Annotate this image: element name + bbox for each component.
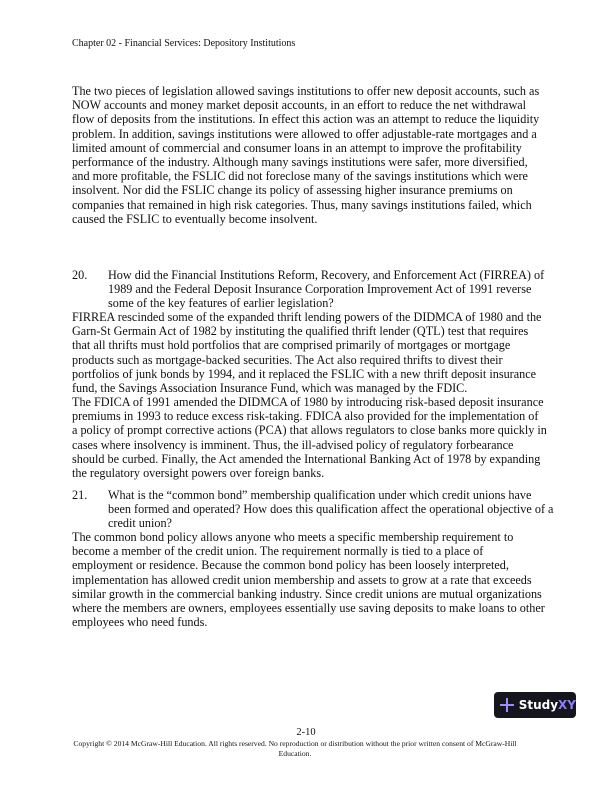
question-21 (72, 488, 552, 532)
text-line: credit union? (108, 516, 172, 531)
text-line: How did the Financial Institutions Reform, Recovery, and Enforcement Act (FIRREA) of (108, 268, 545, 282)
text-line: products such as mortgage-backed securities. The Act also required thrifts to divest their (72, 352, 503, 367)
question-number: 20. (72, 268, 88, 282)
studyxy-badge[interactable] (494, 692, 576, 718)
text-line: a policy of prompt corrective actions (PCA) that allows regulators to close banks more quickly in (72, 423, 547, 438)
text-line: The common bond policy allows anyone who meets a specific membership requirement to (72, 530, 514, 544)
question-number: 21. (72, 488, 88, 502)
text-line: premiums in 1993 to reduce excess risk-taking. FDICA also provided for the implementation of (72, 409, 539, 424)
text-line: and more profitable, the FSLIC did not foreclose many of the savings institutions which were (72, 169, 528, 184)
badge-accent: XY (558, 698, 576, 712)
text-line: The two pieces of legislation allowed savings institutions to offer new deposit accounts, such as (72, 84, 540, 98)
question-20 (72, 268, 552, 312)
question-text (108, 488, 553, 531)
text-line: employment or residence. Because the common bond policy has been loosely interpreted, (72, 558, 509, 573)
text-line: insolvent. Nor did the FSLIC change its policy of assessing higher insurance premiums on (72, 183, 513, 198)
paragraph-legislation (72, 84, 539, 226)
copyright: Copyright © 2014 McGraw-Hill Education. All rights reserved. No reproduction or distribution without the prior written consent of McGraw-Hill Education. (73, 739, 517, 758)
text-line: the regulatory oversight powers over foreign banks. (72, 466, 325, 481)
text-line: where the members are owners, employees essentially use saving deposits to make loans to other (72, 601, 545, 616)
text-line: cases where insolvency is imminent. Thus, the ill-advised policy of regulatory forbearance (72, 437, 514, 452)
paragraph-firrea (72, 310, 541, 395)
text-line: companies that remained in high risk categories. Thus, many savings institutions failed, which (72, 197, 532, 212)
text-line: problem. In addition, savings institutions were allowed to offer adjustable-rate mortgages and a (72, 126, 537, 141)
text-line: been formed and operated? How does this qualification affect the operational objective of a (108, 502, 554, 517)
text-line: The FDICA of 1991 amended the DIDMCA of 1980 by introducing risk-based deposit insurance (72, 395, 544, 409)
text-line: performance of the industry. Although many savings institutions were safer, more diversified, (72, 155, 528, 170)
text-line: caused the FSLIC to eventually become insolvent. (72, 211, 318, 226)
text-line: 1989 and the Federal Deposit Insurance Corporation Improvement Act of 1991 reverse (108, 282, 532, 297)
text-line: become a member of the credit union. The requirement normally is tied to a place of (72, 544, 484, 559)
paragraph-fdica (72, 395, 547, 480)
text-line: fund, the Savings Association Insurance Fund, which was managed by the FDIC. (72, 381, 468, 396)
text-line: Garn-St Germain Act of 1982 by instituting the qualified thrift lender (QTL) test that requires (72, 324, 529, 339)
plus-icon (500, 698, 513, 712)
text-line: should be curbed. Finally, the Act amended the International Banking Act of 1978 by expanding (72, 451, 541, 466)
paragraph-common-bond (72, 530, 545, 629)
text-line: that all thrifts must hold portfolios that are comprised primarily of mortgages or mortgage (72, 338, 511, 353)
text-line: NOW accounts and money market deposit accounts, in an effort to reduce the net withdrawal (72, 98, 527, 113)
text-line: What is the “common bond” membership qualification under which credit unions have (108, 488, 532, 502)
question-text (108, 268, 544, 311)
text-line: flow of deposits from the institutions. In effect this action was an attempt to reduce the liquidity (72, 112, 540, 127)
text-line: FIRREA rescinded some of the expanded thrift lending powers of the DIDMCA of 1980 and the (72, 310, 542, 324)
chapter-header: Chapter 02 - Financial Services: Depository Institutions (72, 38, 296, 49)
text-line: portfolios of junk bonds by 1994, and it replaced the FSLIC with a new thrift deposit insurance (72, 366, 537, 381)
text-line: limited amount of commercial and consumer loans in an attempt to improve the profitability (72, 140, 522, 155)
text-line: similar growth in the commercial banking industry. Since credit unions are mutual organizations (72, 586, 542, 601)
badge-text: Study (518, 698, 559, 712)
page-number: 2-10 (296, 727, 316, 738)
text-line: employees who need funds. (72, 615, 208, 630)
text-line: some of the key features of earlier legislation? (108, 296, 334, 311)
text-line: implementation has allowed credit union membership and assets to grow at a rate that exceeds (72, 572, 532, 587)
